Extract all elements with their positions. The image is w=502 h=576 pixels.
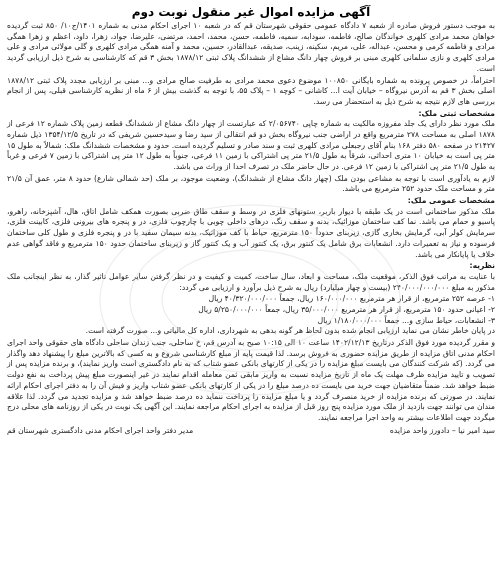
valuation-item-building: ۲- اعیانی حدود ۱۵۰ مترمربع، از قرار هر مترمربع ۳۵/۰۰۰/۰۰۰ ریال، جمعاً ۵/۲۵۰/۰۰۰/۰۰۰ ریال [198,304,495,314]
general-specs-heading: مشخصات عمومی ملک: [407,196,495,206]
registration-heading: مشخصات ثبتی ملک: [418,108,495,118]
opinion-heading: نظریه: [469,261,495,271]
appraisal-paragraph: احتراماً، در خصوص پرونده به شماره بایگانی ۱۰۰۸۵۰ موضوع دعوی محمد مرادی به طرفیت صالح مرادی و... مبنی بر ارزیابی مجدد پلاک ثبتی ۱۸۷۸/۱۲ اصلی بخش ۳ قم به آدرس نیروگاه – خیابان آیت ا... کاشانی – کوچه ۱ – پلاک ۵۵، با توجه به گذشت بیش از ۶ ماه از نظریه کارشناسی قبلی، پس از انجام بررسی های لازم نتیجه به شرح ذیل به استحضار می رسد. [7,75,495,106]
valuation-item-utilities: ۳- انشعابات، حیاط سازی و... جمعاً ۱/۱۸۰/۰۰۰/۰۰۰ ریال [317,315,495,325]
registration-note: لازم به یادآوری است با توجه به مشاعی بودن ملک (چهار دانگ مشاع از ششدانگ)، وضعیت موجود، بر ملک (حد شمالی شارع) حدود ۸ متر، عمق آن ۲۱/۵ متر و مساحت ملک حدود ۲۵۲ مترمربع می باشد. [7,173,495,194]
valuation-list [7,294,495,326]
signature-title: مدیر دفتر واحد اجرای احکام مدنی دادگستری شهرستان قم [7,425,194,435]
auction-paragraph: و مقرر گردیده مورد فوق الذکر درتاریخ ۱۴۰۲/۱۲/۱۳ ساعت ۱۰ الی ۱۰:۱۵ صبح به آدرس قم، خ ساحلی، جنب زندان ساحلی دادگاه های حقوقی واحد اجرای احکام مدنی اتاق مزایده از طریق مزایده حضوری به فروش برسد. لذا قیمت پایه از مبلغ کارشناسی شروع و به کسی که بالاترین مبلغ را پیشنهاد دهد واگذار می گردد. (که شرکت کنندگان می بایست مبلغ مزایده را در یکی از کارتهای بانکی عضو شتاب که به نام دادگستری است واریز نمایند)، و برنده مزایده پس از تصویب و تایید مزایده ظرف مهلت یک ماه از تاریخ مزایده نسبت به واریز مابقی ثمن معامله اقدام نمایند در غیر اینصورت مبلغ پیش پرداخت به نفع دولت ضبط خواهد شد. ضمناً متقاضیان جهت خرید می بایست ده درصد مبلغ را در یکی از کارتهای بانکی عضو شتاب واریز و فیش آن را به دفتر اجرای احکام ارائه نمایند. در صورتی که برنده مزایده از خرید منصرف گردد و یا مبلغ مزایده را پرداخت ننماید ده درصد ضبط خواهد شد و مزایده تجدید می گردد. لذا علاقه مندان می توانند جهت بازدید از ملک مورد مزایده پنج روز قبل از مزایده به اجرای احکام مراجعه نمایند. این آگهی یک نوبت در یکی از روزنامه های محلی درج میگردد جهت اطلاعات بیشتر به واحد اجرا مراجعه نمایند. [7,338,495,422]
signer-name: سید امیر نیا – دادورز واحد مزایده [389,425,495,435]
registration-body: ملک مورد نظر دارای یک جلد مفروزه مالکیت به شماره چاپی ۲/۰۵۶۷۴۰ که عبارتست از چهار دانگ مشاع از ششدانگ قطعه زمین پلاک شماره ۱۲ فرعی از ۱۸۷۸ اصلی به مساحت ۲۷۸ مترمربع واقع در اراضی جنب نیروگاه بخش دو قم انتقالی از سید رضا و سیدحسین شریفی که در تاریخ ۱۳۵۴/۱۲/۵ ذیل شماره ۲۱۴۲۷ در صفحه ۵۸۰ دفتر ۱۶۸ بنام آقای رجبعلی مرادی کلهری ثبت و سند صادر و تسلیم گردیده است. حدود و مشخصات ششدانگ ملک: شمالاً به طول ۱۵ متر پی است به خیابان ۱۰ متری احداثی، شرقاً به طول ۲۱/۵ متر پی اشتراکی با زمین ۱۱ فرعی، جنوباً به طول ۱۲ متر پی اشتراکی با زمین ۷ فرعی و غرباً به طول ۲۱/۵ متر پی اشتراکی با زمین ۱۲ فرعی. در حال حاضر ملک در تصرف احدا از وراث می باشد. [7,119,495,172]
intro-paragraph: به موجب دستور فروش صادره از شعبه ۷ دادگاه عمومی حقوقی شهرستان قم که در شعبه ۱۰ اجرای احکام مدنی به شماره ۱۴۰۱/ج۱۰/ ۸۵۰ ثبت گردیده خواهان محمد مرادی کلهری خواندگان صالح، فاطمه، سودابه، سمیه، فاطمه، حسن، محمد، احمد، مرتضی، علیرضا، جواد، زهرا، داود، اعظم و زهرا همگی مرادی و فاطمه کرمی و محسن، عبداله، علی، مریم، سکینه، زینب، صدیقه، عبدالقادر، حسین، محمد و آمنه همگی مرادی کلهری و گلی مولائی مرادی و علی مرادی کلهری و نازی سلمانی کلهری مبنی بر فروش چهار دانگ مشاع از ششدانگ پلاک ثبتی ۱۸۷۸/۱۲ بخش ۳ قم که کارشناسی به شرح ذیل ارزیابی گردید است. [7,21,495,73]
closing-paragraph: در پایان خاطر نشان می نماید ارزیابی انجام شده بدون لحاظ هر گونه بدهی به شهرداری، اداره کل مالیاتی و... صورت گرفته است. [85,326,495,336]
opinion-body: با عنایت به مراتب فوق الذکر، موقعیت ملک، مساحت و ابعاد، سال ساخت، کمیت و کیفیت و در نظر گرفتن سایر عوامل تاثیر گذار، به نظر اینجانب ملک مذکور به مبلغ ۲۴۰/۰۰۰/۰۰۰/۰۰۰ (بیست و چهار میلیارد) ریال به شرح ذیل برآورد و ارزیابی می گردد: [7,271,495,292]
general-specs-body: ملک مذکور ساختمانی است در یک طبقه با دیوار باربر، ستونهای فلزی در وسط و سقف طاق ضربی بصورت همکف شامل اتاق، هال، آشپزخانه، راهرو، پاسیو و حمام می باشد. نما کف ساختمان موزائیک، بدنه و سقف رنگ، درهای داخلی چوبی با چارچوب فلزی، در و پنجره های بیرونی فلزی، کابینت فلزی، سرمایش کولر آبی، گرمایش بخاری گازی، زیربنای حدوداً ۱۵۰ مترمربع، حیاط با کف موزائیک، بدنه سیمان سفید با در و پنجره فلزی و طول کلی ساختمان فرسوده و نیاز به تعمیرات دارد. انشعابات برق شامل یک کنتور برق، یک کنتور آب و یک کنتور گاز و زیربنای ساختمان حدود ۱۵۰ مترمربع و فاقد گواهی عدم خلاف یا پایانکار می باشد. [7,206,495,259]
valuation-item-land: ۱- عرصه ۲۵۲ مترمربع، از قرار هر مترمربع ۱۶۰/۰۰۰/۰۰۰ ریال، جمعاً ۴۰/۳۲۰/۰۰۰/۰۰۰ ریال [208,294,495,304]
notice-title: آگهی مزایده اموال غیر منقول نوبت دوم [131,5,371,19]
signature-block [7,426,495,437]
